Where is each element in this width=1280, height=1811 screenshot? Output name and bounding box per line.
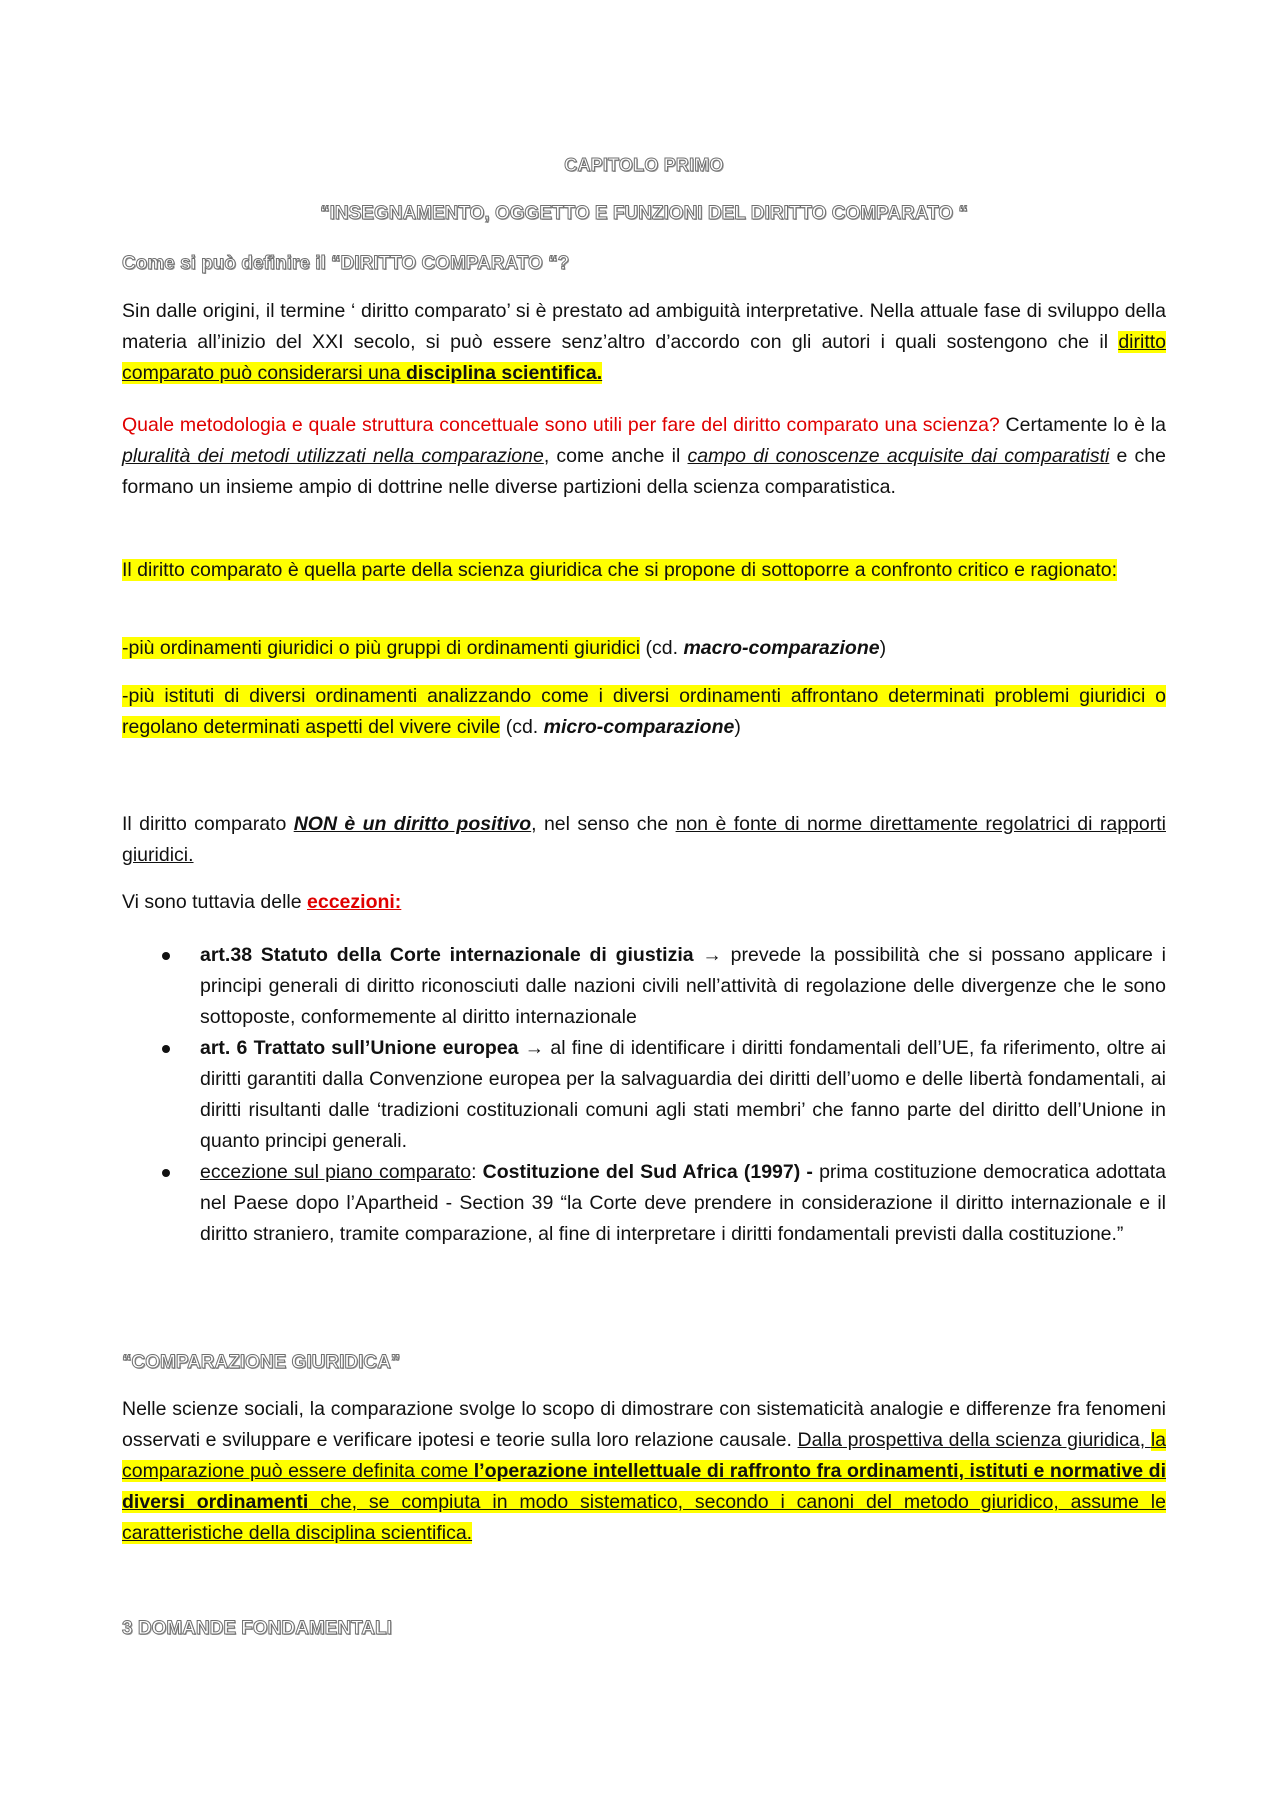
bullet-icon bbox=[162, 1045, 170, 1053]
text-run: Certamente lo è la bbox=[999, 414, 1166, 436]
highlighted-underlined-text: che, se compiuta in modo sistematico, secondo i canoni del metodo giuridico, assume le caratteristiche della disciplina scientifica. bbox=[122, 1491, 1166, 1544]
chapter-title: CAPITOLO PRIMO bbox=[564, 155, 724, 175]
text-run: ) bbox=[734, 716, 741, 738]
bullet-icon bbox=[162, 952, 170, 960]
paragraph-macro bbox=[122, 633, 1166, 664]
bold-italic-term: macro-comparazione bbox=[683, 637, 880, 659]
paragraph-comparazione bbox=[122, 1394, 1166, 1549]
highlighted-underlined-text: la comparazione può essere definita come bbox=[122, 1429, 1166, 1482]
text-run: , nel senso che bbox=[531, 813, 676, 835]
highlighted-text: Il diritto comparato è quella parte della scienza giuridica che si propone di sottoporre a confronto critico e ragionato: bbox=[122, 559, 1118, 581]
list-item bbox=[122, 1033, 1166, 1157]
list-item-text: : bbox=[471, 1161, 483, 1183]
text-run: Il diritto comparato bbox=[122, 813, 294, 835]
text-run: (cd. bbox=[640, 637, 684, 659]
paragraph-exceptions bbox=[122, 887, 1166, 918]
section-heading-domande: 3 DOMANDE FONDAMENTALI bbox=[122, 1618, 392, 1639]
paragraph-origins bbox=[122, 296, 1166, 389]
bullet-icon bbox=[162, 1169, 170, 1177]
highlighted-text: -più ordinamenti giuridici o più gruppi di ordinamenti giuridici bbox=[122, 637, 641, 659]
text-run: Vi sono tuttavia delle bbox=[122, 891, 308, 913]
exceptions-list bbox=[122, 940, 1166, 1250]
list-item-underlined: eccezione sul piano comparato bbox=[200, 1161, 472, 1183]
text-run: Sin dalle origini, il termine ‘ diritto comparato’ si è prestato ad ambiguità interpretative. Nella attuale fase di sviluppo della materia all’inizio del XXI secolo, si può essere senz’altro d’accordo con gli autori i quali sostengono che il bbox=[122, 300, 1166, 353]
italic-underlined-text: campo di conoscenze acquisite dai comparatisti bbox=[687, 445, 1110, 467]
bold-italic-term: micro-comparazione bbox=[543, 716, 735, 738]
red-underlined-text: eccezioni: bbox=[307, 891, 402, 913]
list-item-bold: art. 6 Trattato sull’Unione europea bbox=[200, 1037, 519, 1059]
text-run: e che formano un insieme ampio di dottrine nelle diverse partizioni della scienza comparatistica. bbox=[122, 445, 1166, 498]
paragraph-methodology bbox=[122, 410, 1166, 503]
section-heading-comparazione: “COMPARAZIONE GIURIDICA” bbox=[122, 1352, 401, 1373]
list-item-bold: Costituzione del Sud Africa (1997) - bbox=[482, 1161, 813, 1183]
highlighted-text: diritto comparato può considerarsi una bbox=[122, 331, 1166, 384]
red-question: Quale metodologia e quale struttura concettuale sono utili per fare del diritto comparato una scienza? bbox=[122, 414, 1000, 436]
question-heading: Come si può definire il “DIRITTO COMPARATO “? bbox=[122, 253, 570, 274]
text-run: Nelle scienze sociali, la comparazione svolge lo scopo di dimostrare con sistematicità analogie e differenze fra fenomeni osservati e sviluppare e verificare ipotesi e teorie sulla loro relazione causale. bbox=[122, 1398, 1166, 1451]
underlined-text: non è fonte di norme direttamente regolatrici di rapporti giuridici. bbox=[122, 813, 1166, 866]
underlined-text: Dalla prospettiva della scienza giuridica, bbox=[797, 1429, 1151, 1451]
paragraph-not-positive bbox=[122, 809, 1166, 871]
text-run: (cd. bbox=[500, 716, 544, 738]
bold-italic-underlined-text: NON è un diritto positivo bbox=[293, 813, 532, 835]
list-item bbox=[122, 1157, 1166, 1250]
list-item-text: → al fine di identificare i diritti fondamentali dell’UE, fa riferimento, oltre ai diritti garantiti dalla Convenzione europea per la salvaguardia dei diritti dell’uomo e delle libertà fondamentali, ai diritti risultanti dalle ‘tradizioni costituzionali comuni agli stati membri’ che fanno parte del diritto dell’Unione in quanto principi generali. bbox=[200, 1037, 1166, 1152]
list-item-bold: art.38 Statuto della Corte internazionale di giustizia bbox=[200, 944, 694, 966]
list-item bbox=[122, 940, 1166, 1033]
highlighted-bold-text: l’operazione intellettuale di raffronto fra ordinamenti, istituti e normative di diversi ordinamenti bbox=[122, 1460, 1166, 1513]
paragraph-definition bbox=[122, 555, 1166, 586]
list-item-text: prima costituzione democratica adottata nel Paese dopo l’Apartheid - Section 39 “la Corte deve prendere in considerazione il diritto internazionale e il diritto straniero, tramite comparazione, al fine di interpretare i diritti fondamentali previsti dalla costituzione.” bbox=[200, 1161, 1166, 1245]
list-item-text: → prevede la possibilità che si possano applicare i principi generali di diritto riconosciuti dalle nazioni civili nell’attività di regolazione delle divergenze che le sono sottoposte, conformemente al diritto internazionale bbox=[200, 944, 1166, 1028]
paragraph-micro bbox=[122, 681, 1166, 743]
highlighted-text: -più istituti di diversi ordinamenti analizzando come i diversi ordinamenti affrontano determinati problemi giuridici o regolano determinati aspetti del vivere civile bbox=[122, 685, 1166, 738]
chapter-subtitle: “INSEGNAMENTO, OGGETTO E FUNZIONI DEL DIRITTO COMPARATO “ bbox=[320, 203, 968, 224]
text-run: ) bbox=[879, 637, 887, 659]
text-run: , come anche il bbox=[543, 445, 688, 467]
highlighted-bold-text: disciplina scientifica. bbox=[406, 362, 603, 384]
italic-underlined-text: pluralità dei metodi utilizzati nella comparazione bbox=[122, 445, 544, 467]
